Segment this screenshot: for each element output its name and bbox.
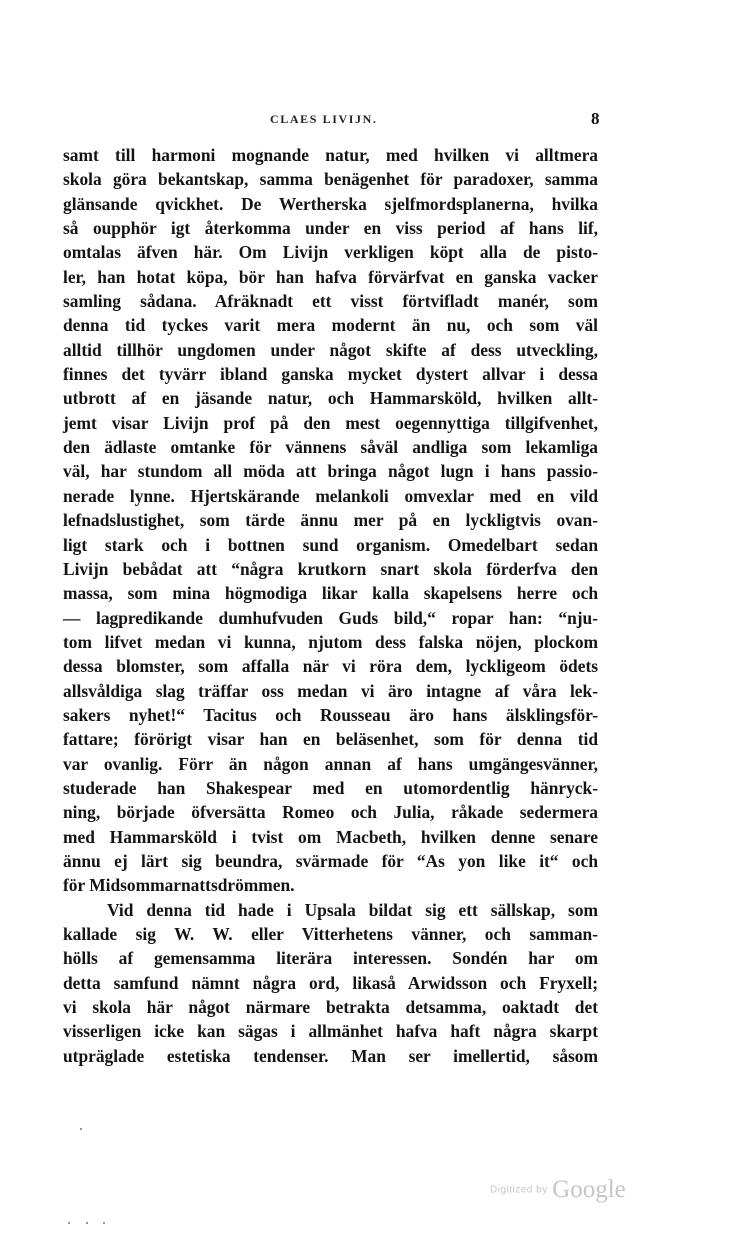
text-line: dessa blomster, som affalla när vi röra dem, lyckligeom ödets	[63, 656, 598, 677]
text-line: allsvåldiga slag träffar oss medan vi äro intagne af våra lek-	[63, 680, 598, 701]
text-line: sakers nyhet!“ Tacitus och Rousseau äro hans älsklingsför-	[63, 704, 598, 725]
text-line: fattare; förörigt visar han en beläsenhet, som för denna tid	[63, 729, 598, 750]
page-number: 8	[591, 109, 600, 128]
text-line: alltid tillhör ungdomen under något skifte af dess utveckling,	[63, 339, 598, 360]
text-line: omtalas äfven här. Om Livijn verkligen köpt alla de pisto-	[63, 242, 598, 263]
text-line: massa, som mina högmodiga likar kalla skapelsens herre och	[63, 583, 598, 604]
text-line: detta samfund nämnt några ord, likaså Arwidsson och Fryxell;	[63, 972, 598, 993]
text-line: utbrott af en jäsande natur, och Hammarsköld, hvilken allt-	[63, 388, 598, 409]
ink-speck	[80, 1128, 82, 1130]
watermark-prefix: Digitized by	[490, 1184, 548, 1196]
text-line: samt till harmoni mognande natur, med hvilken vi alltmera	[63, 145, 598, 165]
paragraph-end-line: för Midsommarnattsdrömmen.	[63, 875, 295, 896]
text-line: lefnadslustighet, som tärde ännu mer på en lyckligtvis ovan-	[63, 510, 598, 531]
paragraph-start-line: Vid denna tid hade i Upsala bildat sig ett sällskap, som	[107, 899, 598, 920]
text-line: ning, började öfversätta Romeo och Julia, råkade sedermera	[63, 802, 598, 823]
ink-speck	[103, 1222, 105, 1224]
text-line: hölls af gemensamma literära interessen. Sondén har om	[63, 948, 598, 969]
watermark-brand: Google	[552, 1176, 626, 1203]
running-head: CLAES LIVIJN.	[270, 112, 378, 126]
text-line: utpräglade estetiska tendenser. Man ser imellertid, såsom	[63, 1045, 598, 1066]
text-line: ligt stark och i bottnen sund organism. Omedelbart sedan	[63, 534, 598, 555]
text-line: finnes det tyvärr ibland ganska mycket dystert allvar i dessa	[63, 364, 598, 385]
text-line: med Hammarsköld i tvist om Macbeth, hvilken denne senare	[63, 826, 598, 847]
text-line: väl, har stundom all möda att bringa något lugn i hans passio-	[63, 461, 598, 482]
text-line: vi skola här något närmare betrakta detsamma, oaktadt det	[63, 997, 598, 1018]
text-line: studerade han Shakespear med en utomordentlig hänryck-	[63, 777, 598, 798]
text-line: så oupphör igt återkomma under en viss period af hans lif,	[63, 218, 598, 239]
digitized-watermark	[490, 1176, 626, 1204]
body-text	[63, 143, 598, 1068]
text-line: skola göra bekantskap, samma benägenhet för paradoxer, samma	[63, 169, 598, 190]
text-line: Livijn bebådat att “några krutkorn snart skola förderfva den	[63, 558, 598, 579]
text-line: kallade sig W. W. eller Vitterhetens vänner, och samman-	[63, 924, 598, 944]
text-line: denna tid tyckes varit mera modernt än nu, och som väl	[63, 315, 598, 336]
text-line: tom lifvet medan vi kunna, njutom dess falska nöjen, plockom	[63, 631, 598, 652]
text-line: den ädlaste omtanke för vännens såväl andliga som lekamliga	[63, 437, 598, 458]
text-line: nerade lynne. Hjertskärande melankoli omvexlar med en vild	[63, 485, 598, 506]
text-line: ler, han hotat köpa, bör han hafva förvärfvat en ganska vacker	[63, 266, 598, 287]
ink-speck	[86, 1222, 88, 1224]
ink-speck	[68, 1222, 70, 1224]
text-line: jemt visar Livijn prof på den mest oegennyttiga tillgifvenhet,	[63, 412, 598, 433]
text-line: ännu ej lärt sig beundra, svärmade för “As yon like it“ och	[63, 850, 598, 871]
text-line: var ovanlig. Förr än någon annan af hans umgängesvänner,	[63, 753, 598, 774]
text-line: — lagpredikande dumhufvuden Guds bild,“ ropar han: “nju-	[63, 607, 598, 628]
text-line: glänsande qvickhet. De Wertherska sjelfmordsplanerna, hvilka	[63, 193, 598, 214]
text-line: visserligen icke kan sägas i allmänhet hafva haft några skarpt	[63, 1021, 598, 1042]
text-line: samling sådana. Afräknadt ett visst förtvifladt manér, som	[63, 291, 598, 312]
